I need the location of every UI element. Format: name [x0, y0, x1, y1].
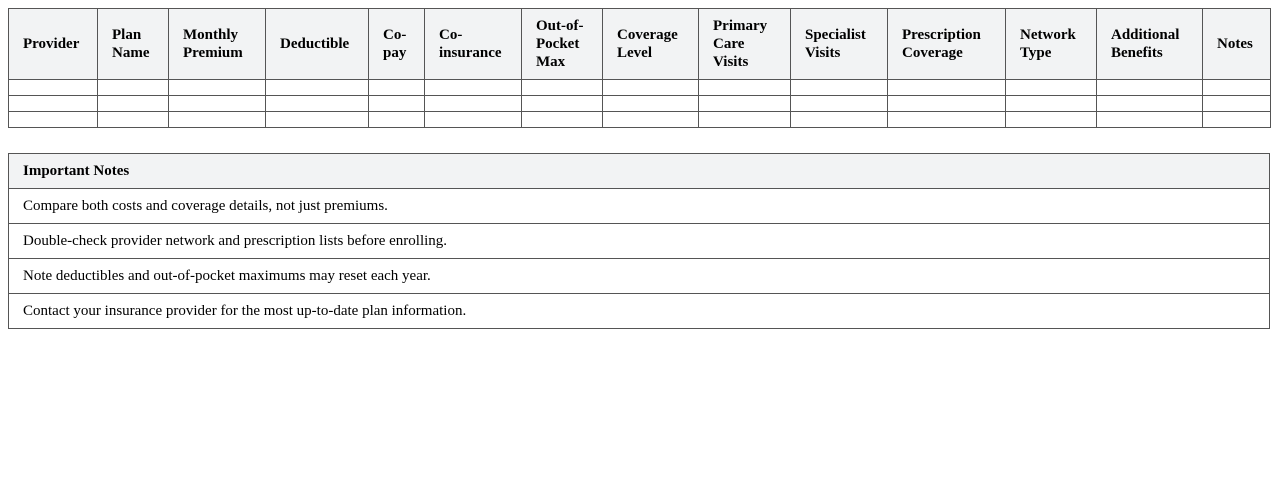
table-cell [1006, 80, 1097, 96]
header-prescription-coverage: Prescription Coverage [888, 9, 1006, 80]
table-cell [522, 112, 603, 128]
table-cell [1006, 112, 1097, 128]
table-cell [791, 112, 888, 128]
table-cell [888, 80, 1006, 96]
table-cell [1097, 96, 1203, 112]
table-cell [425, 96, 522, 112]
table-row [9, 96, 1271, 112]
header-plan-name: Plan Name [98, 9, 169, 80]
table-cell [169, 112, 266, 128]
note-item: Note deductibles and out-of-pocket maximums may reset each year. [9, 259, 1270, 294]
table-cell [98, 96, 169, 112]
header-deductible: Deductible [266, 9, 369, 80]
table-cell [522, 96, 603, 112]
table-cell [603, 80, 699, 96]
table-cell [9, 80, 98, 96]
table-cell [98, 80, 169, 96]
table-cell [9, 96, 98, 112]
table-cell [522, 80, 603, 96]
notes-row [9, 294, 1270, 329]
table-cell [1203, 112, 1271, 128]
table-cell [888, 96, 1006, 112]
header-primary-care-visits: Primary Care Visits [699, 9, 791, 80]
table-cell [98, 112, 169, 128]
header-out-of-pocket-max: Out-of-Pocket Max [522, 9, 603, 80]
table-cell [603, 112, 699, 128]
header-coverage-level: Coverage Level [603, 9, 699, 80]
table-row [9, 112, 1271, 128]
table-header-row [9, 9, 1271, 80]
header-monthly-premium: Monthly Premium [169, 9, 266, 80]
table-cell [1006, 96, 1097, 112]
table-cell [169, 80, 266, 96]
table-cell [888, 112, 1006, 128]
table-cell [699, 80, 791, 96]
table-cell [369, 112, 425, 128]
table-cell [791, 96, 888, 112]
table-cell [603, 96, 699, 112]
header-network-type: Network Type [1006, 9, 1097, 80]
table-cell [791, 80, 888, 96]
table-cell [699, 112, 791, 128]
header-provider: Provider [9, 9, 98, 80]
note-item: Compare both costs and coverage details, not just premiums. [9, 189, 1270, 224]
header-co-insurance: Co-insurance [425, 9, 522, 80]
notes-row [9, 259, 1270, 294]
table-cell [369, 96, 425, 112]
important-notes-table [8, 153, 1270, 329]
table-cell [266, 112, 369, 128]
table-row [9, 80, 1271, 96]
header-additional-benefits: Additional Benefits [1097, 9, 1203, 80]
plan-comparison-table [8, 8, 1271, 128]
notes-row [9, 189, 1270, 224]
table-cell [369, 80, 425, 96]
table-cell [1097, 80, 1203, 96]
table-cell [425, 112, 522, 128]
table-cell [266, 80, 369, 96]
notes-title: Important Notes [9, 154, 1270, 189]
table-cell [699, 96, 791, 112]
table-cell [1097, 112, 1203, 128]
table-cell [1203, 80, 1271, 96]
table-cell [9, 112, 98, 128]
header-notes: Notes [1203, 9, 1271, 80]
table-cell [169, 96, 266, 112]
table-cell [1203, 96, 1271, 112]
note-item: Double-check provider network and prescription lists before enrolling. [9, 224, 1270, 259]
notes-row [9, 224, 1270, 259]
header-specialist-visits: Specialist Visits [791, 9, 888, 80]
header-co-pay: Co-pay [369, 9, 425, 80]
notes-header-row [9, 154, 1270, 189]
table-cell [266, 96, 369, 112]
table-cell [425, 80, 522, 96]
note-item: Contact your insurance provider for the most up-to-date plan information. [9, 294, 1270, 329]
